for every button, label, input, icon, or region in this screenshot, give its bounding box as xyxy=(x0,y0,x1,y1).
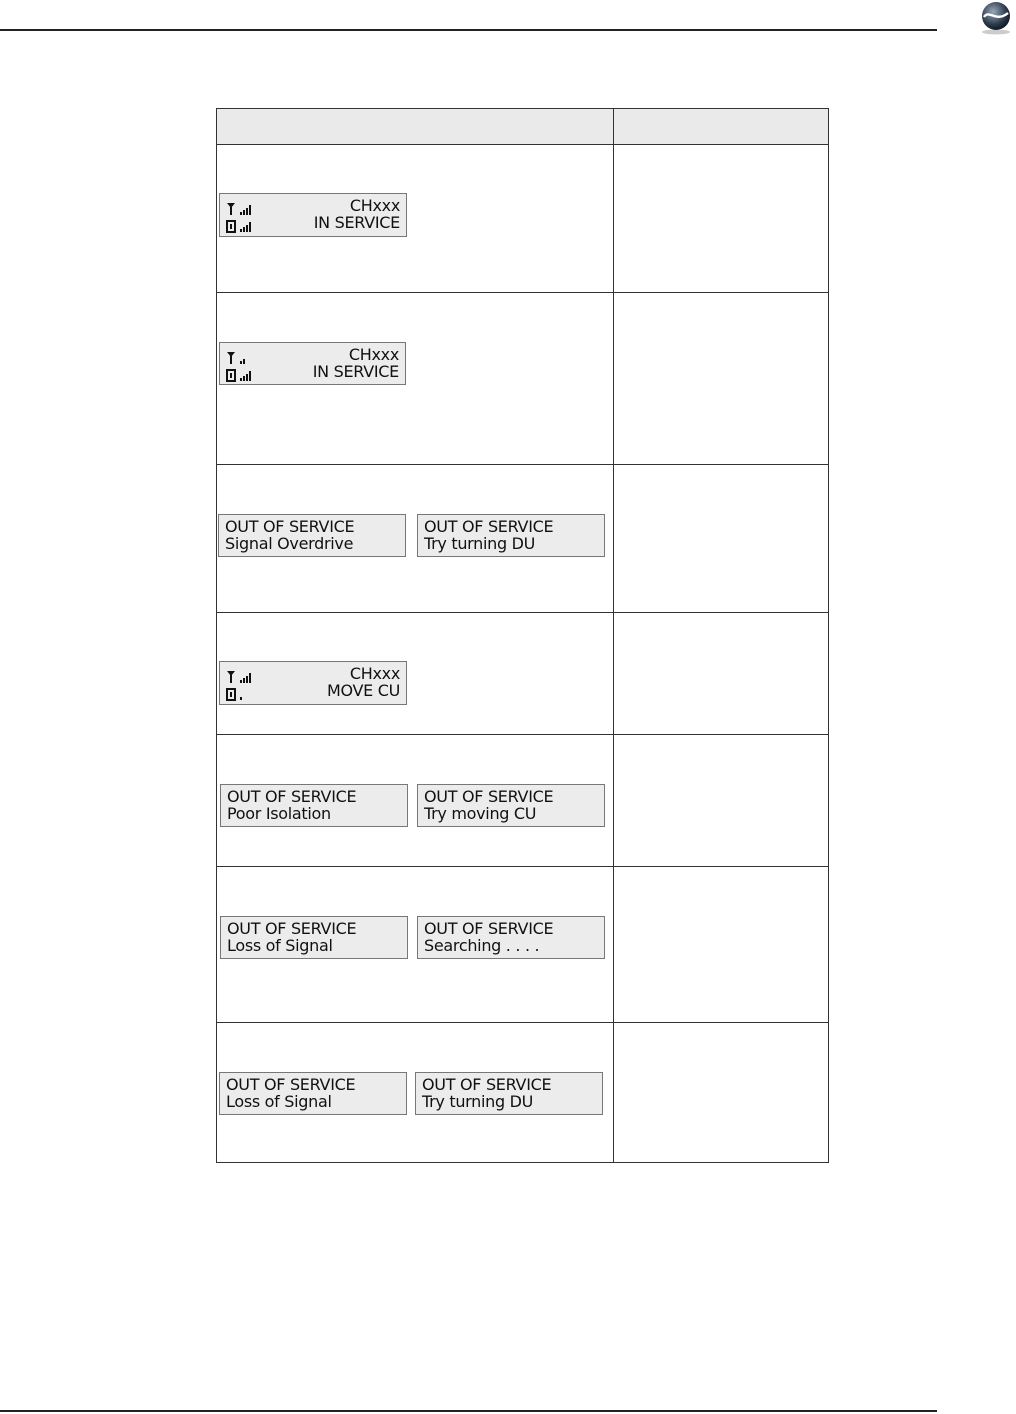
lcd-display-primary xyxy=(218,514,406,557)
table-header-row xyxy=(217,109,829,145)
lcd-display xyxy=(219,342,406,385)
lcd-display-secondary xyxy=(415,1072,603,1115)
description-cell xyxy=(613,613,828,735)
header-cell-description xyxy=(613,109,828,145)
display-cell xyxy=(217,145,614,293)
lcd-line-1: OUT OF SERVICE xyxy=(424,919,554,938)
table-row xyxy=(217,293,829,465)
company-logo-icon xyxy=(978,0,1014,36)
description-cell xyxy=(613,293,828,465)
lcd-line-2: Try turning DU xyxy=(422,1092,534,1111)
lcd-line-1: OUT OF SERVICE xyxy=(424,517,554,536)
channel-label: CHxxx xyxy=(348,345,399,364)
lcd-display-secondary xyxy=(417,916,605,959)
lcd-line-1: OUT OF SERVICE xyxy=(226,1075,356,1094)
lcd-line-1: OUT OF SERVICE xyxy=(424,787,554,806)
lcd-line-1: OUT OF SERVICE xyxy=(227,787,357,806)
display-cell xyxy=(217,735,614,867)
lcd-display-primary xyxy=(220,916,408,959)
antenna-signal-full-icon xyxy=(226,670,260,684)
unit-signal-full-icon xyxy=(226,219,260,233)
description-cell xyxy=(613,465,828,613)
table-row xyxy=(217,465,829,613)
unit-signal-minimal-icon xyxy=(226,687,260,701)
table-row xyxy=(217,735,829,867)
lcd-line-1: OUT OF SERVICE xyxy=(225,517,355,536)
lcd-line-2: Searching . . . . xyxy=(424,936,540,955)
service-status: IN SERVICE xyxy=(312,362,399,381)
lcd-line-2: Poor Isolation xyxy=(227,804,331,823)
lcd-line-2: Try moving CU xyxy=(424,804,537,823)
lcd-line-2: Loss of Signal xyxy=(226,1092,332,1111)
display-cell xyxy=(217,867,614,1023)
table-row xyxy=(217,867,829,1023)
display-cell xyxy=(217,1023,614,1163)
lcd-line-2: Loss of Signal xyxy=(227,936,333,955)
lcd-display xyxy=(219,193,407,237)
lcd-display-secondary xyxy=(417,784,605,827)
lcd-display-primary xyxy=(220,784,408,827)
status-display-table xyxy=(216,108,829,1163)
description-cell xyxy=(613,1023,828,1163)
table-row xyxy=(217,613,829,735)
lcd-line-1: OUT OF SERVICE xyxy=(422,1075,552,1094)
lcd-display-secondary xyxy=(417,514,605,557)
lcd-display-primary xyxy=(219,1072,407,1115)
channel-label: CHxxx xyxy=(349,664,400,683)
footer-rule xyxy=(0,1410,937,1412)
display-cell xyxy=(217,293,614,465)
lcd-display xyxy=(219,661,407,705)
antenna-signal-low-icon xyxy=(226,351,260,365)
header-rule xyxy=(0,29,937,31)
lcd-line-2: Signal Overdrive xyxy=(225,534,354,553)
display-cell xyxy=(217,465,614,613)
header-cell-display xyxy=(217,109,614,145)
lcd-line-2: Try turning DU xyxy=(424,534,536,553)
table-row xyxy=(217,145,829,293)
description-cell xyxy=(613,145,828,293)
service-status: MOVE CU xyxy=(326,681,400,700)
description-cell xyxy=(613,867,828,1023)
table-row xyxy=(217,1023,829,1163)
channel-label: CHxxx xyxy=(349,196,400,215)
antenna-signal-full-icon xyxy=(226,202,260,216)
description-cell xyxy=(613,735,828,867)
lcd-line-1: OUT OF SERVICE xyxy=(227,919,357,938)
service-status: IN SERVICE xyxy=(313,213,400,232)
display-cell xyxy=(217,613,614,735)
unit-signal-full-icon xyxy=(226,368,260,382)
